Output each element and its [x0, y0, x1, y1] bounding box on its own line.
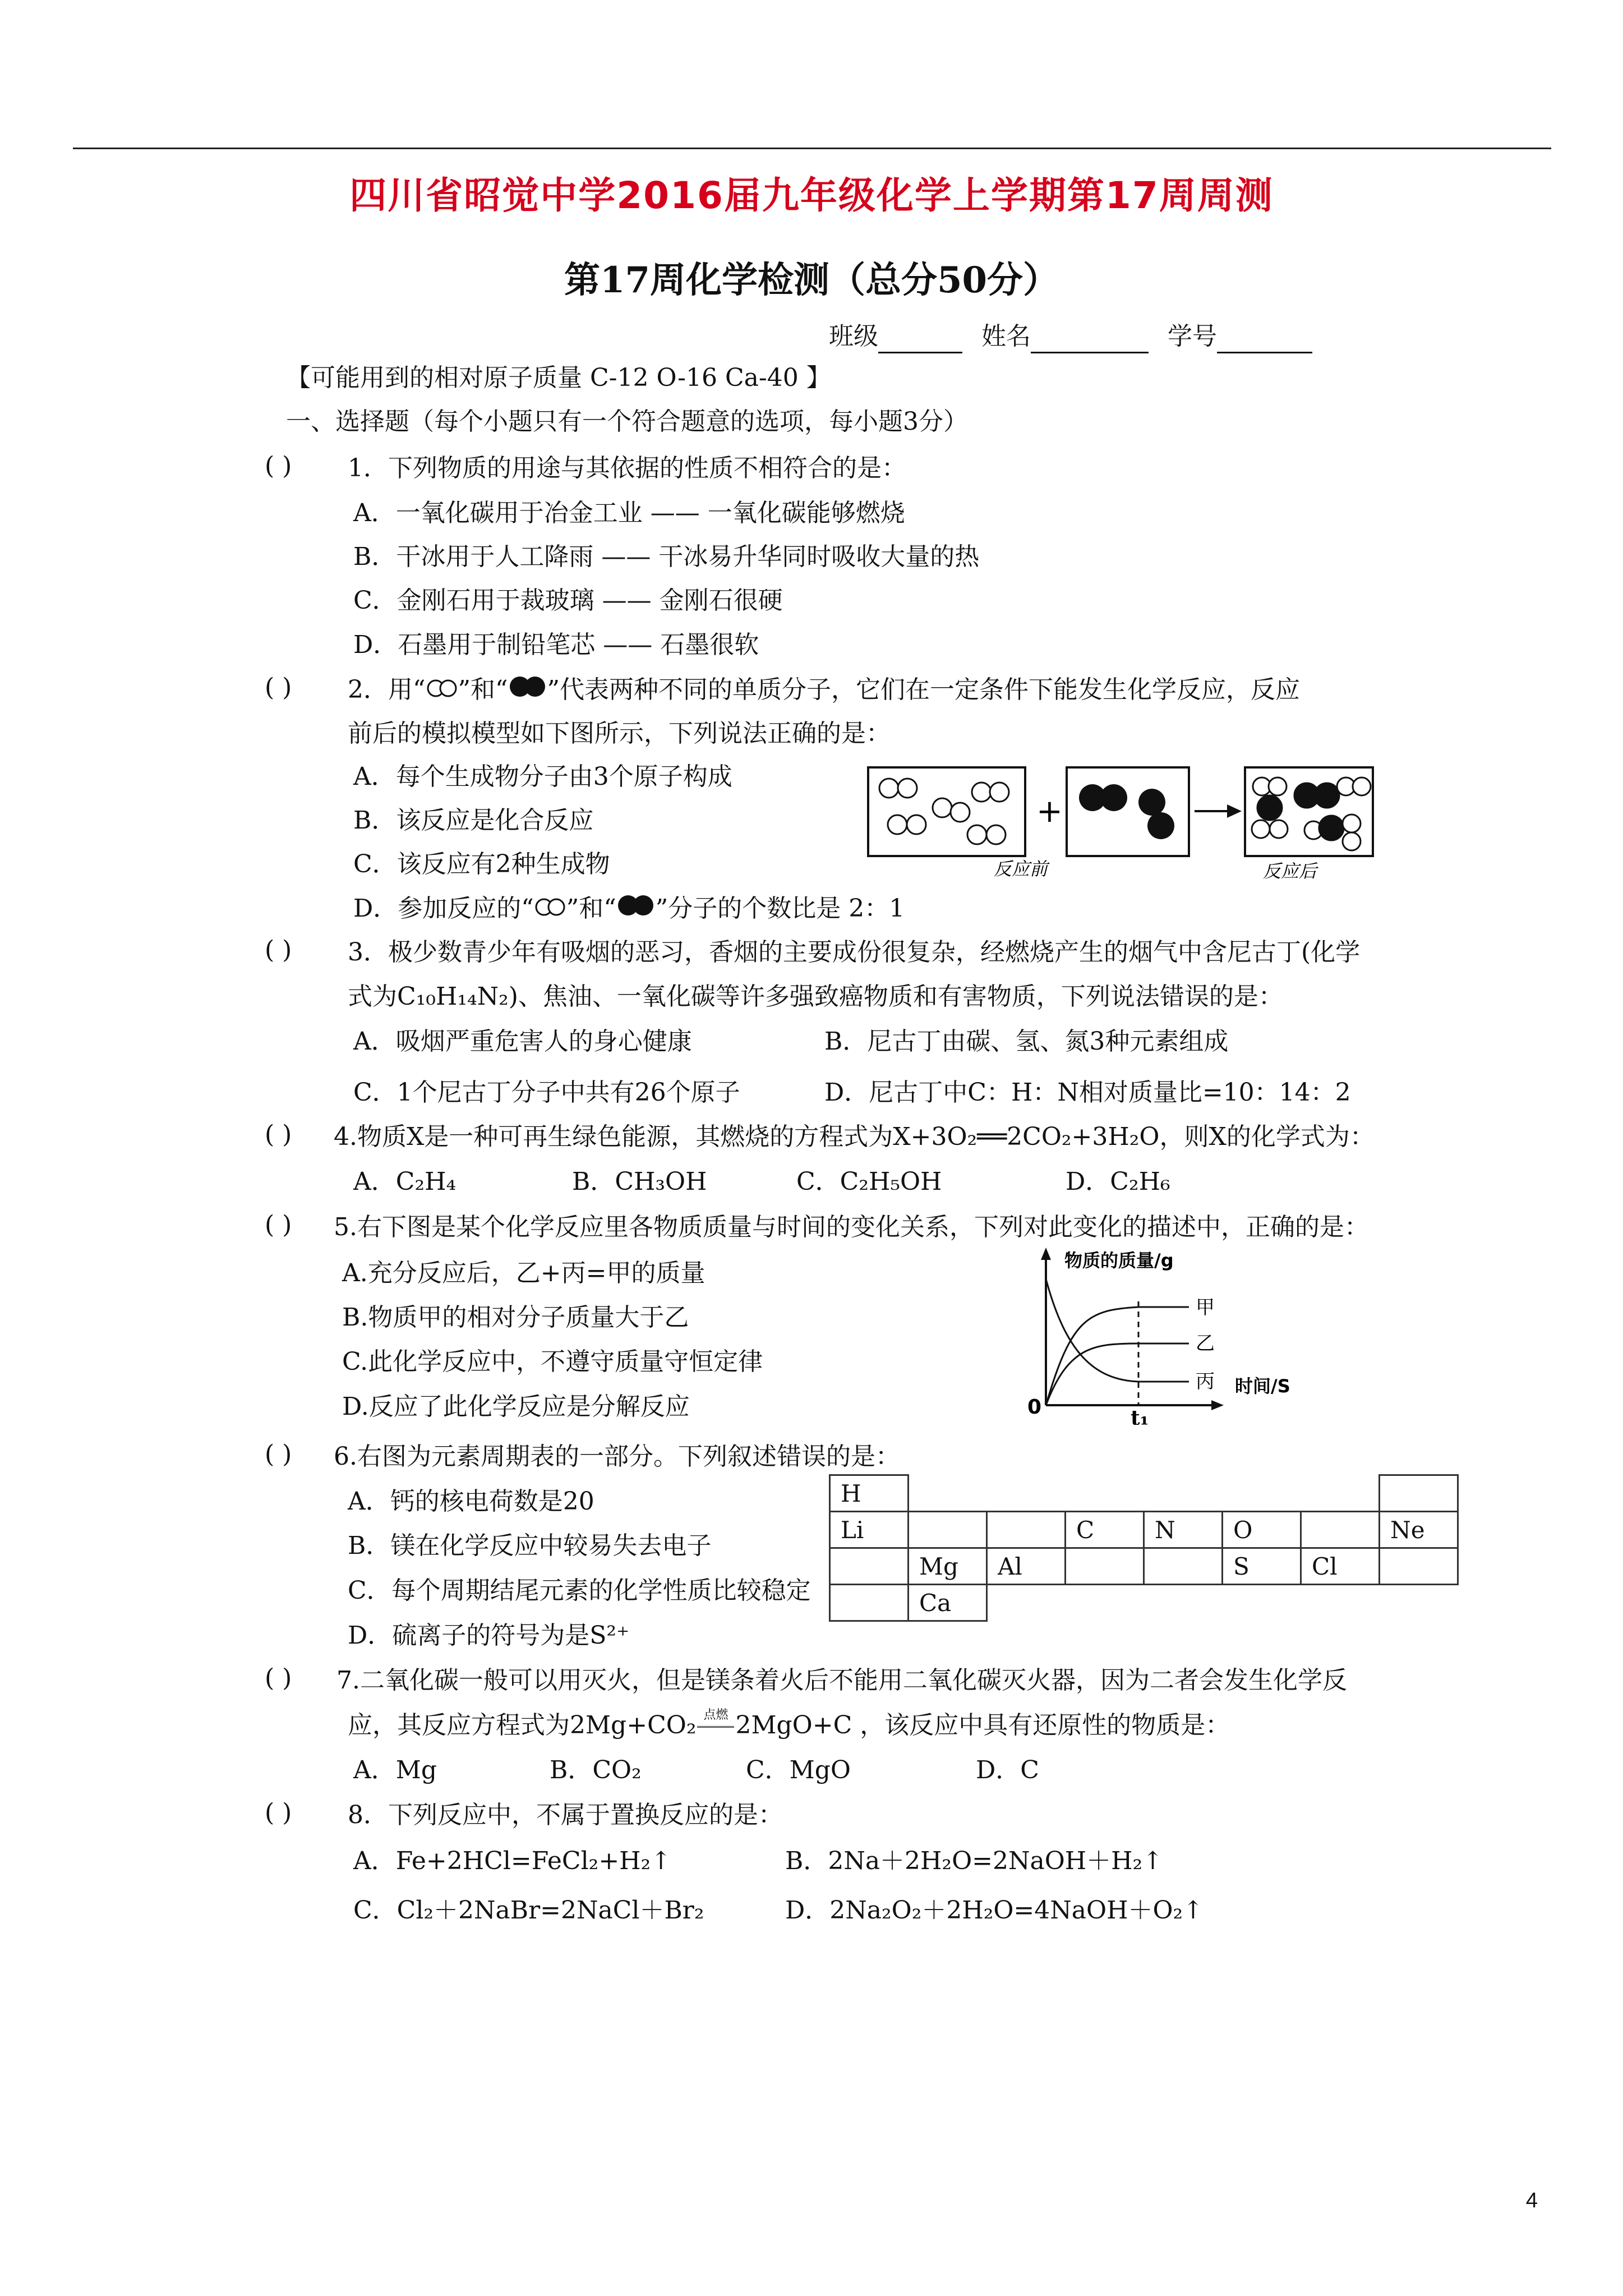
q1-option-a: A．一氧化碳用于冶金工业 —— 一氧化碳能够燃烧	[353, 499, 905, 527]
q7-option-d: D．C	[976, 1756, 1039, 1784]
answer-blank[interactable]: ( )	[265, 452, 292, 480]
q5-option-b: B.物质甲的相对分子质量大于乙	[342, 1303, 689, 1332]
white-molecule-icon	[426, 679, 458, 698]
name-field[interactable]	[1031, 329, 1149, 353]
q8-option-d: D．2Na₂O₂＋2H₂O=4NaOH＋O₂↑	[785, 1896, 1204, 1925]
before-box-white	[868, 767, 1025, 856]
q8-option-c: C．Cl₂＋2NaBr=2NaCl＋Br₂	[353, 1896, 704, 1925]
q6-option-a: A．钙的核电荷数是20	[348, 1487, 594, 1516]
q4-option-b: B．CH₃OH	[572, 1167, 707, 1196]
element-cell: H	[830, 1475, 909, 1512]
answer-blank[interactable]: ( )	[265, 673, 292, 702]
q2-stem-part: ”和“	[458, 675, 508, 704]
white-molecule-icon	[534, 898, 566, 917]
q2-stem	[348, 673, 1300, 707]
q3-stem: 3．极少数青少年有吸烟的恶习，香烟的主要成份很复杂，经燃烧产生的烟气中含尼古丁(化学	[348, 938, 1361, 967]
atomic-masses: 【可能用到的相对原子质量 C-12 O-16 Ca-40 】	[286, 364, 831, 392]
document-title: 四川省昭觉中学2016届九年级化学上学期第17周周测	[349, 174, 1274, 217]
graph-x-label: 时间/S	[1235, 1375, 1290, 1397]
element-cell	[987, 1512, 1066, 1548]
answer-blank[interactable]: ( )	[265, 1440, 292, 1469]
black-molecule-icon	[616, 894, 656, 917]
q7-equation-left: 应，其反应方程式为2Mg+CO₂	[348, 1711, 697, 1740]
element-cell	[830, 1585, 909, 1621]
q7-stem: 7.二氧化碳一般可以用灭火，但是镁条着火后不能用二氧化碳灭火器，因为二者会发生化学反	[336, 1666, 1347, 1695]
q2-stem-line2: 前后的模拟模型如下图所示，下列说法正确的是：	[348, 719, 891, 748]
element-cell	[1144, 1548, 1223, 1585]
q1-option-d: D．石墨用于制铅笔芯 —— 石墨很软	[353, 631, 759, 659]
element-cell: N	[1144, 1512, 1223, 1548]
q2-option-d-part: ”和“	[566, 894, 616, 923]
after-box	[1245, 767, 1373, 856]
q6-option-c: C．每个周期结尾元素的化学性质比较稳定	[348, 1576, 811, 1605]
q1-option-c: C．金刚石用于裁玻璃 —— 金刚石很硬	[353, 586, 783, 615]
q2-stem-part: ”代表两种不同的单质分子，它们在一定条件下能发生化学反应，反应	[547, 675, 1300, 704]
q6-option-b: B．镁在化学反应中较易失去电子	[348, 1531, 712, 1560]
number-field[interactable]	[1217, 329, 1312, 353]
element-cell	[1066, 1548, 1144, 1585]
q4-option-c: C．C₂H₅OH	[796, 1167, 942, 1196]
q8-stem: 8．下列反应中，不属于置换反应的是：	[348, 1801, 783, 1829]
periodic-table-fragment	[829, 1474, 1459, 1622]
condition-text: 点燃	[703, 1708, 728, 1722]
element-cell: Al	[987, 1548, 1066, 1585]
q3-option-a: A．吸烟严重危害人的身心健康	[353, 1027, 692, 1056]
q2-option-a: A．每个生成物分子由3个原子构成	[353, 762, 732, 791]
q2-option-d	[353, 892, 905, 926]
before-label: 反应前	[994, 858, 1048, 880]
graph-y-label: 物质的质量/g	[1064, 1250, 1174, 1271]
q6-option-d: D．硫离子的符号为是S²⁺	[348, 1621, 630, 1650]
number-label: 学号	[1168, 322, 1217, 351]
element-cell: C	[1066, 1512, 1144, 1548]
q8-option-a: A．Fe+2HCl=FeCl₂+H₂↑	[353, 1847, 672, 1875]
q7-equation-right: 2MgO+C ，该反应中具有还原性的物质是：	[735, 1711, 1230, 1740]
answer-blank[interactable]: ( )	[265, 1798, 292, 1827]
q2-option-b: B．该反应是化合反应	[353, 806, 594, 835]
answer-blank[interactable]: ( )	[265, 936, 292, 964]
element-cell: Ca	[909, 1585, 987, 1621]
plus-sign: +	[1036, 793, 1063, 830]
q5-option-d: D.反应了此化学反应是分解反应	[342, 1392, 690, 1421]
answer-blank[interactable]: ( )	[265, 1664, 292, 1692]
element-cell	[1380, 1548, 1458, 1585]
series-label-bing: 丙	[1196, 1370, 1215, 1393]
top-rule	[73, 148, 1551, 149]
class-label: 班级	[829, 322, 878, 351]
name-label: 姓名	[981, 322, 1031, 351]
curve-yi	[1046, 1343, 1189, 1405]
q4-option-d: D．C₂H₆	[1066, 1167, 1170, 1196]
q2-option-c: C．该反应有2种生成物	[353, 850, 610, 878]
q7-stem-line2	[348, 1709, 1230, 1742]
class-field[interactable]	[878, 329, 962, 353]
q3-option-b: B．尼古丁由碳、氢、氮3种元素组成	[824, 1027, 1229, 1056]
element-cell: Cl	[1301, 1548, 1380, 1585]
q2-option-d-part: ”分子的个数比是 2：1	[655, 894, 905, 923]
reaction-condition	[696, 1709, 735, 1742]
q1-option-b: B．干冰用于人工降雨 —— 干冰易升华同时吸收大量的热	[353, 542, 980, 571]
series-label-yi: 乙	[1196, 1332, 1215, 1355]
section-heading: 一、选择题（每个小题只有一个符合题意的选项，每小题3分）	[286, 407, 968, 436]
reaction-model-diagram	[858, 757, 1385, 886]
student-info	[829, 320, 1312, 353]
element-cell: Mg	[909, 1548, 987, 1585]
element-cell: Ne	[1380, 1512, 1458, 1548]
answer-blank[interactable]: ( )	[265, 1211, 292, 1239]
q3-option-d: D．尼古丁中C：H：N相对质量比=10：14：2	[824, 1078, 1351, 1107]
q5-stem: 5.右下图是某个化学反应里各物质质量与时间的变化关系，下列对此变化的描述中，正确的是：	[334, 1213, 1369, 1241]
q2-stem-part: 2．用“	[348, 675, 426, 704]
element-cell: O	[1223, 1512, 1301, 1548]
element-cell	[830, 1548, 909, 1585]
element-cell: Li	[830, 1512, 909, 1548]
element-cell: S	[1223, 1548, 1301, 1585]
series-label-jia: 甲	[1196, 1296, 1215, 1319]
q4-stem: 4.物质X是一种可再生绿色能源，其燃烧的方程式为X+3O₂══2CO₂+3H₂O，则X的化学式为：	[334, 1122, 1375, 1151]
curve-jia	[1046, 1307, 1189, 1405]
answer-blank[interactable]: ( )	[265, 1120, 292, 1149]
q2-option-d-part: D．参加反应的“	[353, 894, 534, 923]
q3-stem-line2: 式为C₁₀H₁₄N₂)、焦油、一氧化碳等许多强致癌物质和有害物质，下列说法错误的是：	[348, 982, 1283, 1011]
page-number: 4	[1525, 2189, 1538, 2212]
graph-t1-label: t₁	[1131, 1406, 1149, 1425]
q3-option-c: C．1个尼古丁分子中共有26个原子	[353, 1078, 740, 1107]
q8-option-b: B．2Na＋2H₂O=2NaOH＋H₂↑	[785, 1847, 1164, 1875]
q5-option-c: C.此化学反应中，不遵守质量守恒定律	[342, 1347, 763, 1376]
q7-option-c: C．MgO	[746, 1756, 851, 1784]
q1-stem: 1．下列物质的用途与其依据的性质不相符合的是：	[348, 454, 906, 482]
after-label: 反应后	[1263, 861, 1317, 882]
test-title: 第17周化学检测（总分50分）	[564, 259, 1059, 301]
mass-time-graph	[1021, 1245, 1335, 1425]
q6-stem: 6.右图为元素周期表的一部分。下列叙述错误的是：	[334, 1442, 900, 1471]
element-cell	[1301, 1512, 1380, 1548]
element-cell	[909, 1512, 987, 1548]
q4-option-a: A．C₂H₄	[353, 1167, 457, 1196]
q7-option-b: B．CO₂	[550, 1756, 642, 1784]
black-molecule-icon	[508, 675, 547, 698]
before-box-black	[1067, 767, 1189, 856]
graph-origin: 0	[1027, 1396, 1042, 1419]
q5-option-a: A.充分反应后，乙+丙=甲的质量	[342, 1259, 706, 1287]
q7-option-a: A．Mg	[353, 1756, 437, 1784]
